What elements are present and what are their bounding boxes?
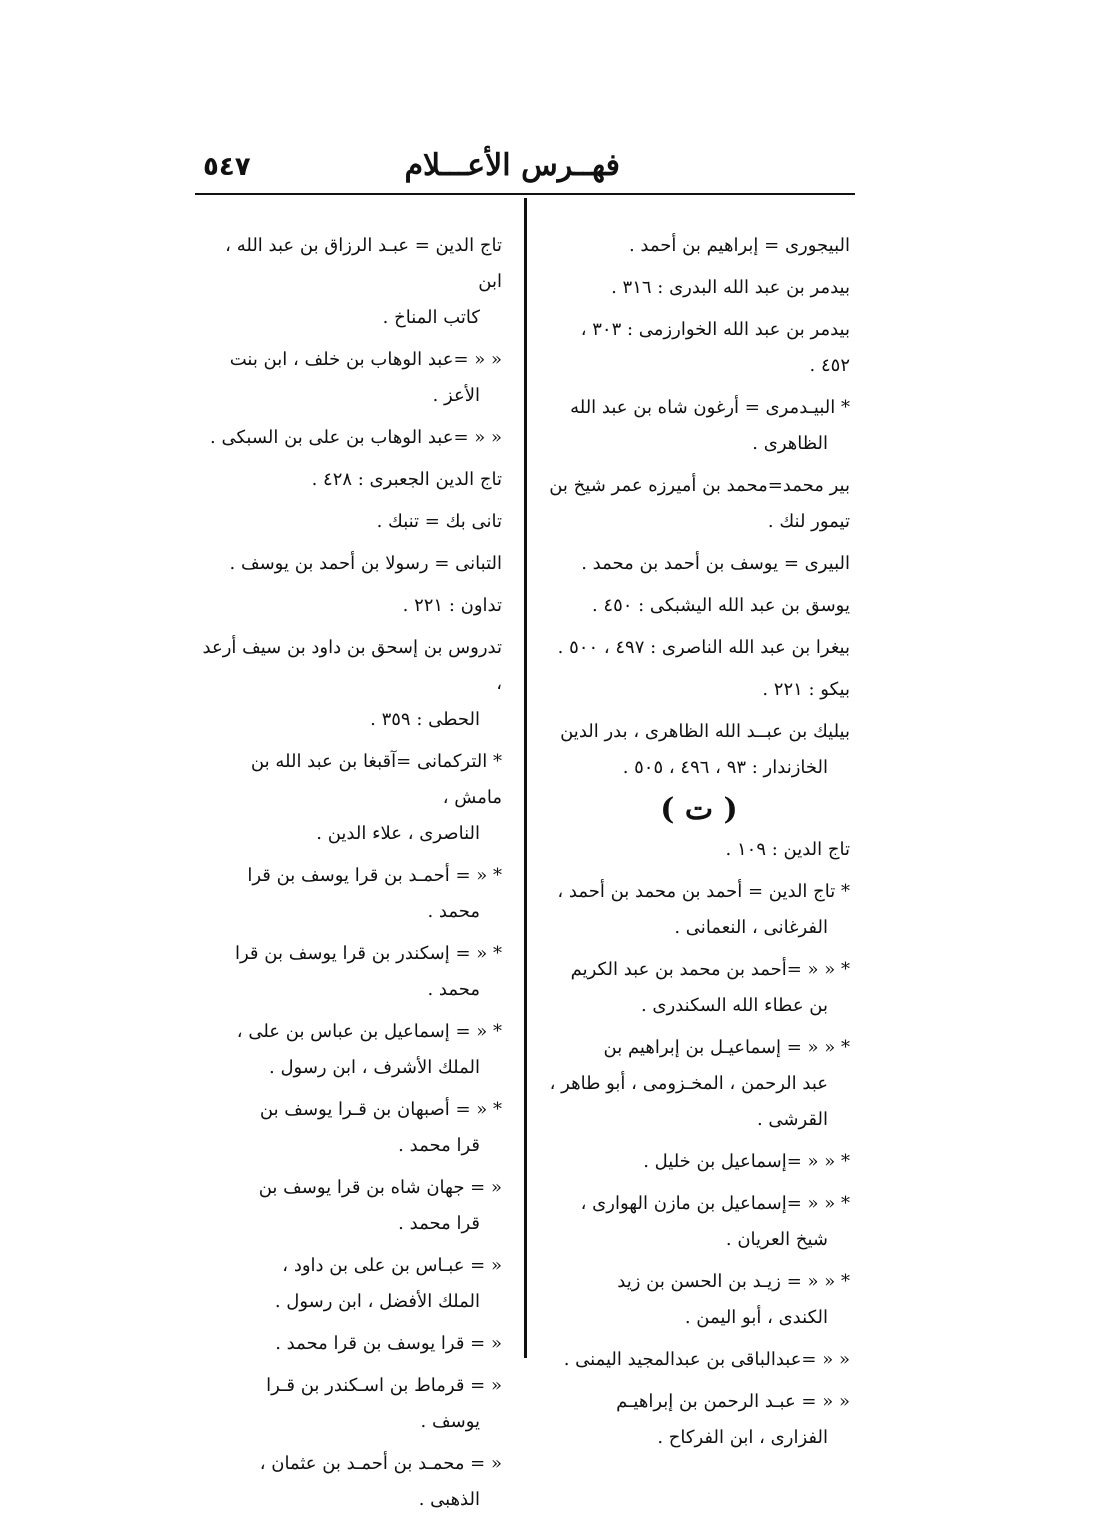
index-entry <box>200 420 502 456</box>
entry-text: * « « = زيـد بن الحسن بن زيد <box>617 1271 850 1292</box>
index-entry <box>548 1264 850 1336</box>
entry-text: « « = عبـد الرحمن بن إبراهيـم <box>616 1391 850 1412</box>
entry-text: * تاج الدين = أحمد بن محمد بن أحمد ، <box>557 881 850 902</box>
entry-text: بيليك بن عبــد الله الظاهرى ، بدر الدين <box>560 721 850 742</box>
index-entry <box>200 546 502 582</box>
header-rule <box>195 193 855 195</box>
entry-text: بيكو : ٢٢١ . <box>762 679 850 700</box>
index-entry <box>200 588 502 624</box>
index-entry <box>200 936 502 1008</box>
index-entry <box>200 744 502 852</box>
entry-text: « « =عبد الوهاب بن على بن السبكى . <box>210 427 502 448</box>
index-entry <box>200 1092 502 1164</box>
index-entry <box>548 874 850 946</box>
index-entry <box>548 228 850 264</box>
right-entries <box>548 228 850 786</box>
index-entry <box>548 832 850 868</box>
entry-continuation: عبد الرحمن ، المخـزومى ، أبو طاهر ، القرشى . <box>549 1073 828 1130</box>
entry-continuation: الكندى ، أبو اليمن . <box>684 1307 828 1328</box>
index-entry <box>548 672 850 708</box>
entry-text: بير محمد=محمد بن أميرزه عمر شيخ بن تيمور لنك . <box>549 475 850 532</box>
index-entry <box>548 1030 850 1138</box>
entry-continuation: كاتب المناخ . <box>382 307 480 328</box>
entry-text: تانى بك = تنبك . <box>376 511 502 532</box>
index-entry <box>548 952 850 1024</box>
index-entry <box>548 630 850 666</box>
index-entry <box>548 588 850 624</box>
entry-continuation: الذهبى . <box>418 1489 480 1510</box>
entry-text: تاج الدين الجعبرى : ٤٢٨ . <box>311 469 502 490</box>
entry-text: تداون : ٢٢١ . <box>402 595 502 616</box>
entry-text: البيجورى = إبراهيم بن أحمد . <box>628 235 850 256</box>
entry-continuation: بن عطاء الله السكندرى . <box>640 995 828 1016</box>
index-entry <box>200 462 502 498</box>
entry-continuation: الحطى : ٣٥٩ . <box>370 709 480 730</box>
index-entry <box>200 1014 502 1086</box>
index-entry <box>200 342 502 414</box>
entry-continuation: قرا محمد . <box>398 1135 480 1156</box>
entry-continuation: محمد . <box>427 979 480 1000</box>
entry-continuation: الملك الأفضل ، ابن رسول . <box>274 1291 480 1312</box>
entry-text: * « = إسماعيل بن عباس بن على ، <box>236 1021 502 1042</box>
index-entry <box>548 270 850 306</box>
index-entry <box>200 1368 502 1440</box>
left-column <box>200 228 502 1524</box>
page-number: ٥٤٧ <box>203 152 251 182</box>
entry-text: « = قرا يوسف بن قرا محمد . <box>275 1333 502 1354</box>
entry-text: بيغرا بن عبد الله الناصرى : ٤٩٧ ، ٥٠٠ . <box>557 637 850 658</box>
index-entry <box>548 546 850 582</box>
entry-continuation: الملك الأشرف ، ابن رسول . <box>269 1057 480 1078</box>
index-entry <box>200 1326 502 1362</box>
entry-text: « « =عبدالباقى بن عبدالمجيد اليمنى . <box>563 1349 850 1370</box>
index-entry <box>548 1144 850 1180</box>
entry-text: « = عبـاس بن على بن داود ، <box>282 1255 502 1276</box>
index-entry <box>200 228 502 336</box>
letter-heading: ( ت ) <box>660 792 738 827</box>
entry-continuation: الفرغانى ، النعمانى . <box>674 917 828 938</box>
index-entry <box>200 1248 502 1320</box>
entry-continuation: محمد . <box>427 901 480 922</box>
entry-text: التبانى = رسولا بن أحمد بن يوسف . <box>229 553 502 574</box>
entry-text: بيدمر بن عبد الله البدرى : ٣١٦ . <box>611 277 850 298</box>
entry-text: * « « =إسماعيل بن مازن الهوارى ، <box>580 1193 850 1214</box>
page-header <box>195 148 850 188</box>
entry-text: « « =عبد الوهاب بن خلف ، ابن بنت <box>229 349 502 370</box>
entry-text: تاج الدين = عبـد الرزاق بن عبد الله ، ابن <box>225 235 502 292</box>
entry-continuation: الناصرى ، علاء الدين . <box>316 823 480 844</box>
entry-text: بيدمر بن عبد الله الخوارزمى : ٣٠٣ ، ٤٥٢ . <box>580 319 850 376</box>
entry-text: البيرى = يوسف بن أحمد بن محمد . <box>581 553 850 574</box>
entry-text: يوسق بن عبد الله اليشبكى : ٤٥٠ . <box>591 595 850 616</box>
index-entry <box>548 1384 850 1456</box>
entry-text: * « = أصبهان بن قـرا يوسف بن <box>259 1099 502 1120</box>
entry-text: * البيـدمرى = أرغون شاه بن عبد الله <box>570 397 850 418</box>
entry-text: * التركمانى =آقبغا بن عبد الله بن مامش ، <box>250 751 502 808</box>
index-entry <box>548 312 850 384</box>
index-entry <box>200 504 502 540</box>
index-entry <box>548 390 850 462</box>
right-entries-t <box>548 832 850 1456</box>
entry-text: * « = إسكندر بن قرا يوسف بن قرا <box>235 943 502 964</box>
entry-continuation: شيخ العريان . <box>725 1229 828 1250</box>
entry-continuation: الخازندار : ٩٣ ، ٤٩٦ ، ٥٠٥ . <box>622 757 828 778</box>
index-entry <box>200 858 502 930</box>
index-entry <box>548 1342 850 1378</box>
index-entry <box>200 1446 502 1518</box>
index-entry <box>548 714 850 786</box>
entry-text: تدروس بن إسحق بن داود بن سيف أرعد ، <box>202 637 502 694</box>
entry-text: * « = أحمـد بن قرا يوسف بن قرا <box>247 865 502 886</box>
entry-continuation: الفزارى ، ابن الفركاح . <box>657 1427 828 1448</box>
left-entries <box>200 228 502 1518</box>
entry-text: « = محمـد بن أحمـد بن عثمان ، <box>259 1453 502 1474</box>
page-title: فهــرس الأعـــلام <box>404 148 620 183</box>
column-divider <box>524 198 527 1358</box>
index-entry <box>200 630 502 738</box>
entry-continuation: الأعز . <box>432 385 480 406</box>
entry-text: * « « = إسماعيـل بن إبراهيم بن <box>603 1037 850 1058</box>
index-entry <box>200 1170 502 1242</box>
entry-text: * « « =أحمد بن محمد بن عبد الكريم <box>570 959 850 980</box>
entry-continuation: قرا محمد . <box>398 1213 480 1234</box>
entry-text: « = قرماط بن اسـكندر بن قـرا <box>266 1375 502 1396</box>
entry-continuation: يوسف . <box>420 1411 480 1432</box>
index-entry <box>548 468 850 540</box>
entry-text: * « « =إسماعيل بن خليل . <box>643 1151 850 1172</box>
entry-text: تاج الدين : ١٠٩ . <box>725 839 850 860</box>
index-entry <box>548 1186 850 1258</box>
right-column <box>548 228 850 1462</box>
entry-continuation: الظاهرى . <box>752 433 828 454</box>
entry-text: « = جهان شاه بن قرا يوسف بن <box>258 1177 502 1198</box>
